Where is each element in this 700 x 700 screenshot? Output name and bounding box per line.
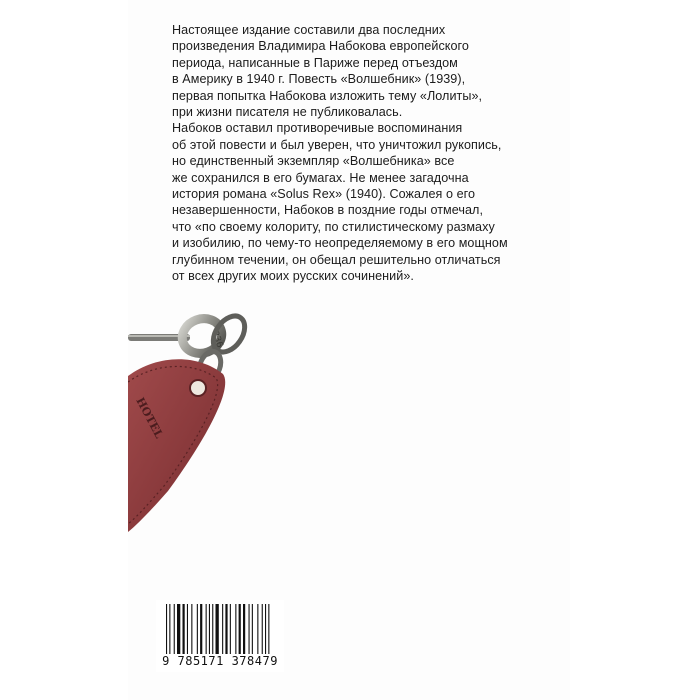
barcode-bar (212, 604, 213, 654)
leather-hotel-tag (128, 359, 225, 532)
annotation-line: Набоков оставил противоречивые воспоминания (172, 121, 463, 136)
key-ring-number: 836 (209, 329, 225, 350)
annotation-line: Настоящее издание составили два последних (172, 23, 446, 37)
barcode-bar (225, 604, 227, 654)
annotation-line: в Америку в 1940 г. Повесть «Волшебник» (1939), (172, 72, 466, 87)
barcode-bar (169, 604, 170, 654)
barcode-bar (187, 604, 188, 654)
annotation-line: от всех других моих русских сочинений». (172, 269, 414, 284)
barcode-bar (235, 604, 236, 654)
barcode-bar (166, 604, 167, 654)
annotation-line: но единственный экземпляр «Волшебника» все (172, 154, 455, 169)
annotation-line: история романа «Solus Rex» (1940). Сожалея о его (172, 187, 476, 202)
annotation-line: глубинном течении, он обещал решительно отличаться (172, 252, 501, 267)
hotel-key-tag-illustration (128, 296, 268, 536)
barcode-bar (216, 604, 219, 654)
barcode-bars (166, 604, 276, 654)
annotation-line: периода, написанные в Париже перед отъездом (172, 55, 458, 70)
barcode-bar (200, 604, 202, 654)
barcode-bar (183, 604, 185, 654)
annotation-line: первая попытка Набокова изложить тему «Лолиты», (172, 88, 483, 103)
barcode-bar (209, 604, 210, 654)
tag-hotel-lettering: HOTEL (133, 395, 166, 441)
isbn-digits: 9 785171 378479 (162, 654, 278, 668)
barcode-bar (243, 604, 245, 654)
barcode-bar (257, 604, 258, 654)
isbn-barcode (156, 600, 284, 672)
barcode-bar (230, 604, 231, 654)
annotation-text (172, 22, 532, 285)
barcode-bar (239, 604, 241, 654)
annotation-line: произведения Владимира Набокова европейского (172, 39, 469, 54)
annotation-line: и изобилию, по чему-то неопределяемому в его мощном (172, 236, 508, 251)
barcode-bar (174, 604, 175, 654)
barcode-bar (206, 604, 207, 654)
annotation-line: при жизни писателя не публиковалась. (172, 105, 403, 120)
barcode-bar (177, 604, 180, 654)
barcode-bar (249, 604, 250, 654)
barcode-bar (265, 604, 266, 654)
barcode-bar (191, 604, 192, 654)
annotation-line: же сохранился в его бумагах. Не менее загадочна (172, 170, 469, 185)
barcode-bar (197, 604, 198, 654)
annotation-line: что «по своему колориту, по стилистическому размаху (172, 219, 495, 234)
barcode-bar (262, 604, 263, 654)
barcode-bar (268, 604, 269, 654)
barcode-bar (222, 604, 223, 654)
barcode-bar (252, 604, 253, 654)
annotation-line: незавершенности, Набоков в поздние годы отмечал, (172, 203, 484, 218)
annotation-line: об этой повести и был уверен, что уничтожил рукопись, (172, 137, 502, 152)
